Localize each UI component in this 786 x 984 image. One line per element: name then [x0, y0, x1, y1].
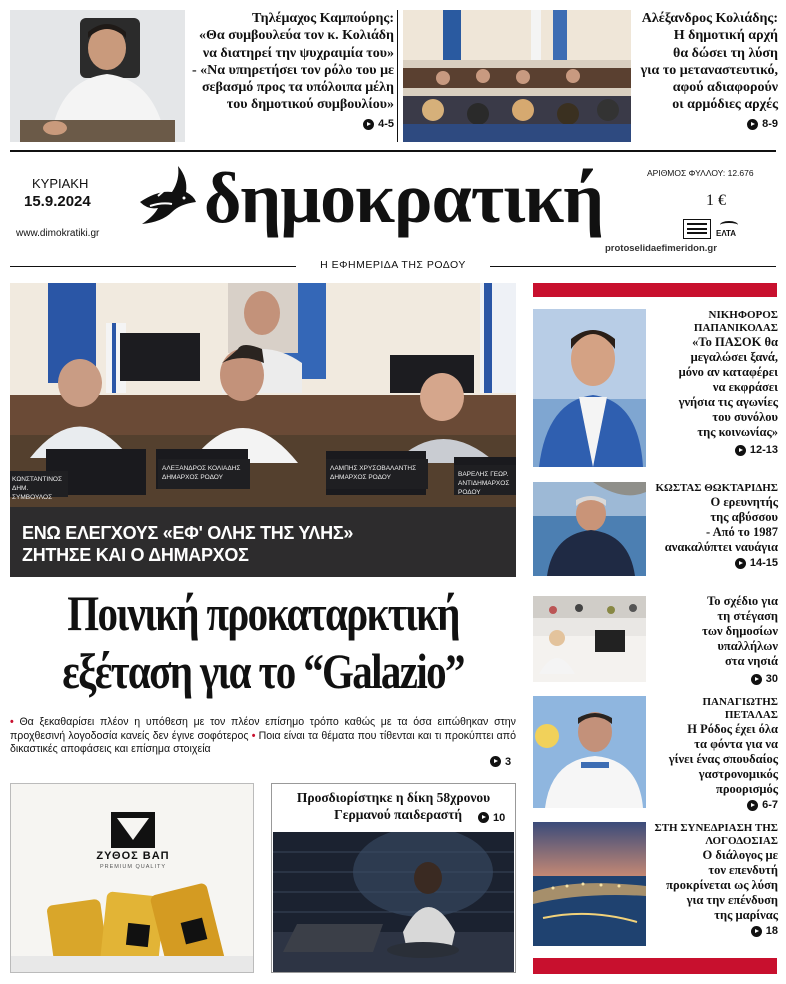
- arrow-icon: [490, 756, 501, 767]
- trial-story[interactable]: [271, 783, 516, 973]
- nameplate-2: ΑΛΕΞΑΝΔΡΟΣ ΚΟΛΙΑΔΗΣ ΔΗΜΑΡΧΟΣ ΡΟΔΟΥ: [158, 459, 250, 489]
- top-right-story[interactable]: [634, 10, 778, 134]
- top-left-line-4: σεβασμό προς τα υπόλοιπα μέλη: [201, 80, 394, 96]
- sidebar-item-1-line-2: μεγαλώσει ξανά,: [690, 350, 778, 364]
- sidebar-photo-1: [533, 309, 646, 467]
- sidebar-photo-5: [533, 822, 646, 946]
- tagline-rule-left: [10, 266, 296, 267]
- masthead-website[interactable]: www.dimokratiki.gr: [16, 228, 100, 239]
- sidebar-item-4-top: ΠΑΝΑΓΙΩΤΗΣ ΠΕΤΑΛΑΣ: [702, 696, 778, 721]
- trial-title-1: Προσδιορίστηκε η δίκη 58χρονου: [296, 790, 491, 805]
- top-right-photo: [403, 10, 631, 142]
- bullet-icon: •: [251, 729, 256, 742]
- sidebar-item-2[interactable]: [650, 482, 778, 572]
- main-page-ref[interactable]: 3: [490, 756, 511, 768]
- main-overlay-line-1: ΕΝΩ ΕΛΕΓΧΟΥΣ «ΕΦ' ΟΛΗΣ ΤΗΣ ΥΛΗΣ»: [22, 523, 354, 543]
- sidebar-item-1-line-7: της κοινωνίας»: [697, 425, 778, 439]
- sidebar-item-3-page-ref[interactable]: 30: [751, 672, 778, 687]
- main-body-2: Ποια είναι τα θέματα που τίθενται και τι προκύπτει από δικαστικές αποφάσεις και επίσημα στοιχεία: [10, 729, 516, 755]
- sidebar-item-4-line-3: γίνει ένας σπουδαίος: [668, 752, 778, 766]
- man-portrait-illustration: [10, 10, 185, 142]
- diver-illustration: [533, 482, 646, 576]
- arrow-icon: [747, 800, 758, 811]
- council-room-illustration: [403, 10, 631, 142]
- sidebar-item-3-line-1: Το σχέδιο για: [707, 594, 778, 608]
- sidebar-item-1-top: ΝΙΚΗΦΟΡΟΣ ΠΑΠΑΝΙΚΟΛΑΣ: [693, 309, 778, 334]
- sidebar-item-5-line-4: για την επένδυση: [686, 893, 778, 907]
- elta-logo: ΕΛΤΑ: [716, 221, 738, 238]
- man-suit-illustration: [533, 309, 646, 467]
- ad-brand: ΖΥΘΟΣ ΒΑΠ: [96, 850, 170, 862]
- top-left-page-ref[interactable]: 4-5: [363, 116, 394, 133]
- marina-night-illustration: [533, 822, 646, 946]
- top-left-name: Τηλέμαχος Καμπούρης:: [252, 11, 394, 26]
- nameplate-4: ΒΑΡΕΛΗΣ ΓΕΩΡ. ΑΝΤΙΔΗΜΑΡΧΟΣ ΡΟΔΟΥ: [454, 465, 516, 495]
- sidebar-item-5-top: ΣΤΗ ΣΥΝΕΔΡΙΑΣΗ ΤΗΣ ΛΟΓΟΔΟΣΙΑΣ: [654, 822, 778, 847]
- trial-title-2: Γερμανού παιδεραστή: [334, 807, 462, 822]
- top-right-page-ref[interactable]: 8-9: [747, 116, 778, 133]
- elta-bird-icon: [720, 221, 738, 229]
- sidebar-item-2-page-ref[interactable]: 14-15: [735, 556, 778, 571]
- sidebar-item-2-line-1: Ο ερευνητής: [710, 495, 778, 509]
- dove-logo-icon: [128, 162, 198, 232]
- main-headline-line-1: Ποινική προκαταρκτική: [67, 585, 459, 641]
- top-left-photo: [10, 10, 185, 142]
- main-body: [10, 716, 516, 757]
- top-left-line-1: «Θα συμβουλεύα τον κ. Κολιάδη: [199, 28, 394, 44]
- sidebar-photo-2: [533, 482, 646, 576]
- sidebar-item-5-line-5: της μαρίνας: [714, 908, 778, 922]
- arrow-icon: [747, 119, 758, 130]
- masthead-date: 15.9.2024: [24, 193, 91, 210]
- sidebar-item-2-line-2: της αβύσσου: [710, 510, 778, 524]
- top-right-line-1: Η δημοτική αρχή: [673, 28, 778, 44]
- sidebar-item-4-page-ref[interactable]: 6-7: [747, 798, 778, 813]
- sidebar-item-3-line-4: υπαλλήλων: [717, 639, 778, 653]
- sidebar-photo-3: [533, 596, 646, 682]
- sidebar-item-2-top: ΚΩΣΤΑΣ ΘΩΚΤΑΡΙΔΗΣ: [655, 482, 778, 494]
- sidebar-item-1-line-5: γνήσια τις αγωνίες: [678, 395, 778, 409]
- top-right-line-5: οι αρμόδιες αρχές: [672, 97, 778, 113]
- beer-advertisement[interactable]: [10, 783, 254, 973]
- top-left-line-2: να διατηρεί την ψυχραιμία του»: [202, 45, 394, 61]
- tagline-rule-right: [490, 266, 776, 267]
- top-right-line-3: για το μεταναστευτικό,: [640, 62, 778, 78]
- top-left-line-3: - «Να υπηρετήσει τον ρόλο του με: [191, 62, 394, 78]
- sidebar-top-bar: [533, 283, 777, 297]
- masthead-day: ΚΥΡΙΑΚΗ: [32, 176, 89, 191]
- postal-box: [683, 219, 711, 239]
- arrow-icon: [735, 445, 746, 456]
- top-right-line-2: θα δώσει τη λύση: [673, 45, 778, 61]
- nameplate-1: ΚΩΝΣΤΑΝΤΙΝΟΣ ΔΗΜ. ΣΥΜΒΟΥΛΟΣ: [10, 471, 68, 497]
- sidebar-item-1-line-3: μόνο αν καταφέρει: [678, 365, 778, 379]
- arrow-icon: [478, 812, 489, 823]
- sidebar-item-3-line-2: τη στέγαση: [717, 609, 778, 623]
- nameplate-3: ΛΑΜΠΗΣ ΧΡΥΣΟΒΑΛΑΝΤΗΣ ΔΗΜΑΡΧΟΣ ΡΟΔΟΥ: [326, 459, 428, 489]
- beer-cans-illustration: [11, 784, 254, 973]
- sidebar-item-5-line-1: Ο διάλογος με: [702, 848, 778, 862]
- main-page-ref-wrap: [490, 754, 511, 772]
- sidebar-item-1-line-6: του συνόλου: [712, 410, 778, 424]
- ad-sub: PREMIUM QUALITY: [99, 864, 167, 870]
- bullet-icon: •: [10, 716, 14, 728]
- sidebar-item-3-line-3: των δημοσίων: [702, 624, 778, 638]
- sidebar-item-3-line-5: στα νησιά: [725, 654, 778, 668]
- arrow-icon: [751, 674, 762, 685]
- trial-photo: [273, 832, 514, 972]
- sidebar-item-5-page-ref[interactable]: 18: [751, 924, 778, 939]
- sidebar-photo-4: [533, 696, 646, 808]
- masthead-tagline: Η ΕΦΗΜΕΡΙΔΑ ΤΗΣ ΡΟΔΟΥ: [320, 259, 466, 271]
- masthead-price: 1 €: [706, 192, 726, 209]
- sidebar-item-4-line-1: Η Ρόδος έχει όλα: [687, 722, 778, 736]
- masthead-issue: ΑΡΙΘΜΟΣ ΦΥΛΛΟΥ: 12.676: [647, 168, 754, 178]
- arrow-icon: [735, 558, 746, 569]
- sad-girl-illustration: [273, 832, 514, 972]
- sidebar-item-4-line-5: προορισμός: [715, 782, 778, 796]
- sidebar-item-2-line-3: - Από το 1987: [706, 525, 778, 539]
- top-divider: [397, 10, 398, 142]
- sidebar-item-5-line-2: τον επενδυτή: [708, 863, 778, 877]
- arrow-icon: [363, 119, 374, 130]
- sidebar-item-3[interactable]: [650, 594, 778, 688]
- main-headline-line-2: εξέταση για το “Galazio”: [62, 643, 464, 699]
- trial-page-ref[interactable]: 10: [478, 812, 505, 824]
- main-photo: [10, 283, 516, 577]
- masthead-logo: δημοκρατική: [204, 158, 604, 238]
- sidebar-bottom-bar: [533, 958, 777, 974]
- sidebar-item-4-line-4: γαστρονομικός: [698, 767, 778, 781]
- sidebar-item-4[interactable]: [650, 696, 778, 814]
- main-body-1: Θα ξεκαθαρίσει πλέον η υπόθεση με τον πλέον επίσημο τρόπο καθώς με τα όσα ειπώθηκαν στην προχθεσινή λογοδοσία κανείς δεν έγινε σοφότερος: [10, 716, 516, 742]
- main-overlay-line-2: ΖΗΤΗΣΕ ΚΑΙ Ο ΔΗΜΑΡΧΟΣ: [22, 545, 249, 565]
- office-workers-illustration: [533, 596, 646, 682]
- sidebar-item-1-page-ref[interactable]: 12-13: [735, 443, 778, 458]
- top-left-story[interactable]: [190, 10, 394, 134]
- top-right-line-4: αφού αδιαφορούν: [672, 80, 778, 96]
- sidebar-item-4-line-2: τα φόντα για να: [694, 737, 778, 751]
- main-headline[interactable]: [10, 584, 516, 700]
- arrow-icon: [751, 926, 762, 937]
- sidebar-item-5-line-3: προκρίνεται ως λύση: [666, 878, 778, 892]
- sidebar-item-1[interactable]: [650, 309, 778, 459]
- masthead-source: protoselidaefimeridon.gr: [605, 243, 717, 254]
- sidebar-item-2-line-4: ανακαλύπτει ναυάγια: [664, 540, 778, 554]
- top-left-line-5: του δημοτικού συμβουλίου»: [226, 97, 394, 113]
- top-right-name: Αλέξανδρος Κολιάδης:: [641, 11, 778, 26]
- sidebar-item-1-line-4: να εκφράσει: [712, 380, 778, 394]
- sidebar-item-5[interactable]: [650, 822, 778, 940]
- sidebar-item-1-line-1: «Το ΠΑΣΟΚ θα: [692, 335, 778, 349]
- chef-illustration: [533, 696, 646, 808]
